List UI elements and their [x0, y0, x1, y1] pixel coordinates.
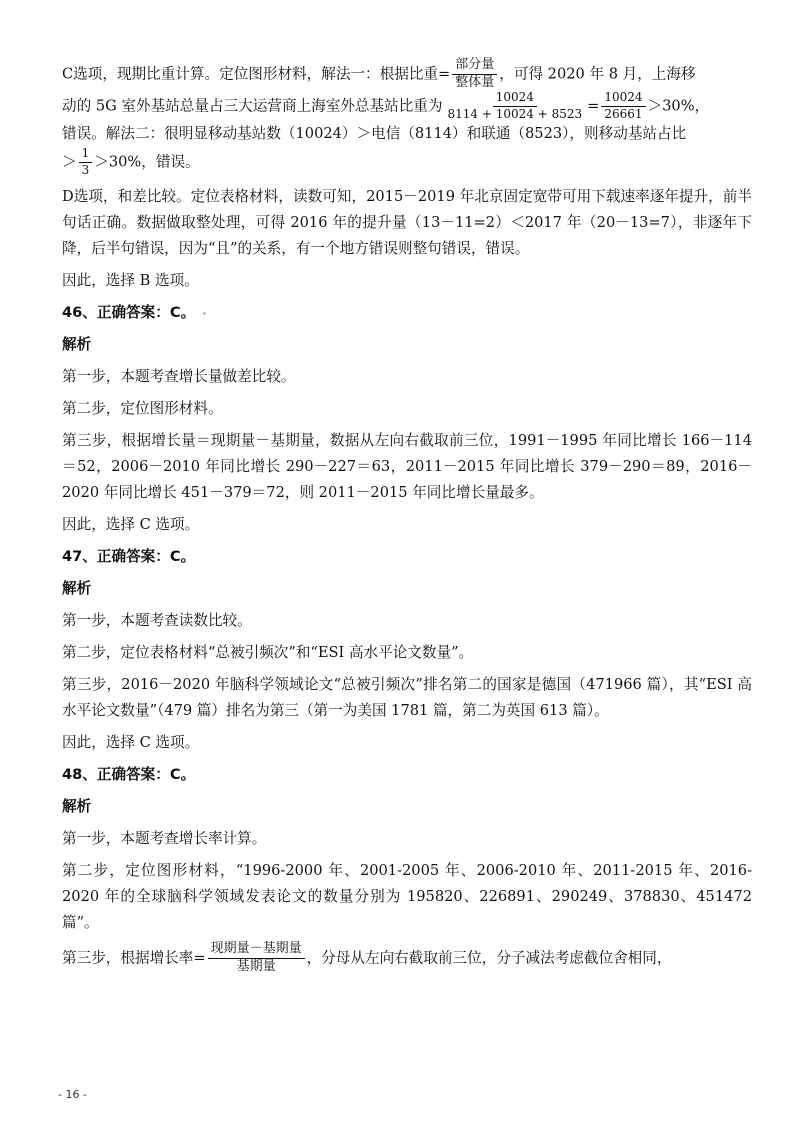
answer-48-step2: 第二步，定位图形材料，“1996-2000 年、2001-2005 年、2006-2010 年、2011-2015 年、2016-2020 年的全球脑科学领域发表论文的数量分别为 195820、226891、290249、378830、451472 篇”。: [62, 862, 752, 932]
answer-47-step2: 第二步，定位表格材料“总被引频次”和“ESI 高水平论文数量”。: [62, 644, 474, 662]
option-d-explanation: D选项，和差比较。定位表格材料，读数可知，2015－2019 年北京固定宽带可用下载速率逐年提升，前半句话正确。数据做取整处理，可得 2016 年的提升量（13－11=2）＜2017 年（20－13=7），非逐年下降，后半句错误，因为“且”的关系，有一个地方错误则整句错误，错误。: [62, 188, 752, 258]
option-c-explanation: [62, 58, 752, 178]
fraction-10024-over-sum: $\frac{10024}{8114 + 10024 + 8523}$: [447, 89, 583, 121]
answer-48-jiexi: 解析: [62, 798, 92, 816]
option-c-text-5: 错误。解法二：很明显移动基站数（10024）＞电信（8114）和联通（8523），则移动基站占比: [62, 125, 687, 143]
answer-47-step3: 第三步，2016－2020 年脑科学领域论文“总被引频次”排名第二的国家是德国（471966 篇），其“ESI 高水平论文数量”（479 篇）排名为第三（第一为美国 1781 篇，第二为英国 613 篇）。: [62, 676, 752, 720]
answer-48-step3-text-1: 第三步，根据增长率=: [62, 949, 206, 967]
answer-46-jiexi: 解析: [62, 336, 92, 354]
answer-47-title: 47、正确答案：C。: [62, 548, 196, 566]
option-c-text-1: C选项，现期比重计算。定位图形材料，解法一：根据比重=: [62, 65, 451, 83]
fraction-one-third: $\frac{1}{3}$: [79, 147, 93, 178]
answer-47-conclusion: 因此，选择 C 选项。: [62, 734, 200, 752]
option-c-text-3: 动的 5G 室外基站总量占三大运营商上海室外总基站比重为: [62, 97, 443, 115]
greater-sign: ＞: [62, 153, 77, 171]
answer-47-step1: 第一步，本题考查读数比较。: [62, 612, 252, 630]
answer-48-step1: 第一步，本题考查增长率计算。: [62, 830, 267, 848]
answer-47-jiexi: 解析: [62, 580, 92, 598]
answer-46-conclusion: 因此，选择 C 选项。: [62, 516, 200, 534]
answer-48-step3: [62, 942, 752, 975]
fraction-10024-over-26661: $\frac{10024}{26661}$: [601, 91, 645, 122]
fraction-growth-rate: $\frac{\text{现期量－基期量}}{\text{基期量}}$: [208, 942, 305, 975]
conclusion-b: 因此，选择 B 选项。: [62, 272, 199, 290]
equals-sign: =: [587, 97, 600, 115]
page-number: - 16 -: [58, 1088, 87, 1101]
option-c-text-2: ，可得 2020 年 8 月，上海移: [499, 65, 696, 83]
stray-dot-mark: [203, 312, 206, 315]
answer-46-title: 46、正确答案：C。: [62, 300, 752, 326]
option-c-text-4: ＞30%，: [647, 97, 710, 115]
fraction-part-over-whole: $\frac{\text{部分量}}{\text{整体量}}$: [452, 58, 497, 91]
answer-46-step1: 第一步，本题考查增长量做差比较。: [62, 368, 296, 386]
answer-48-title: 48、正确答案：C。: [62, 766, 196, 784]
option-c-text-6: ＞30%，错误。: [94, 153, 200, 171]
answer-46-step2: 第二步，定位图形材料。: [62, 400, 223, 418]
answer-46-step3: 第三步，根据增长量＝现期量－基期量，数据从左向右截取前三位，1991－1995 年同比增长 166－114＝52，2006－2010 年同比增长 290－227＝63，2011－2015 年同比增长 379－290＝89，2016－2020 年同比增长 451－379＝72，则 2011－2015 年同比增长量最多。: [62, 432, 752, 502]
document-page: [62, 58, 752, 981]
answer-48-step3-text-2: ，分母从左向右截取前三位，分子减法考虑截位舍相同，: [306, 949, 672, 967]
